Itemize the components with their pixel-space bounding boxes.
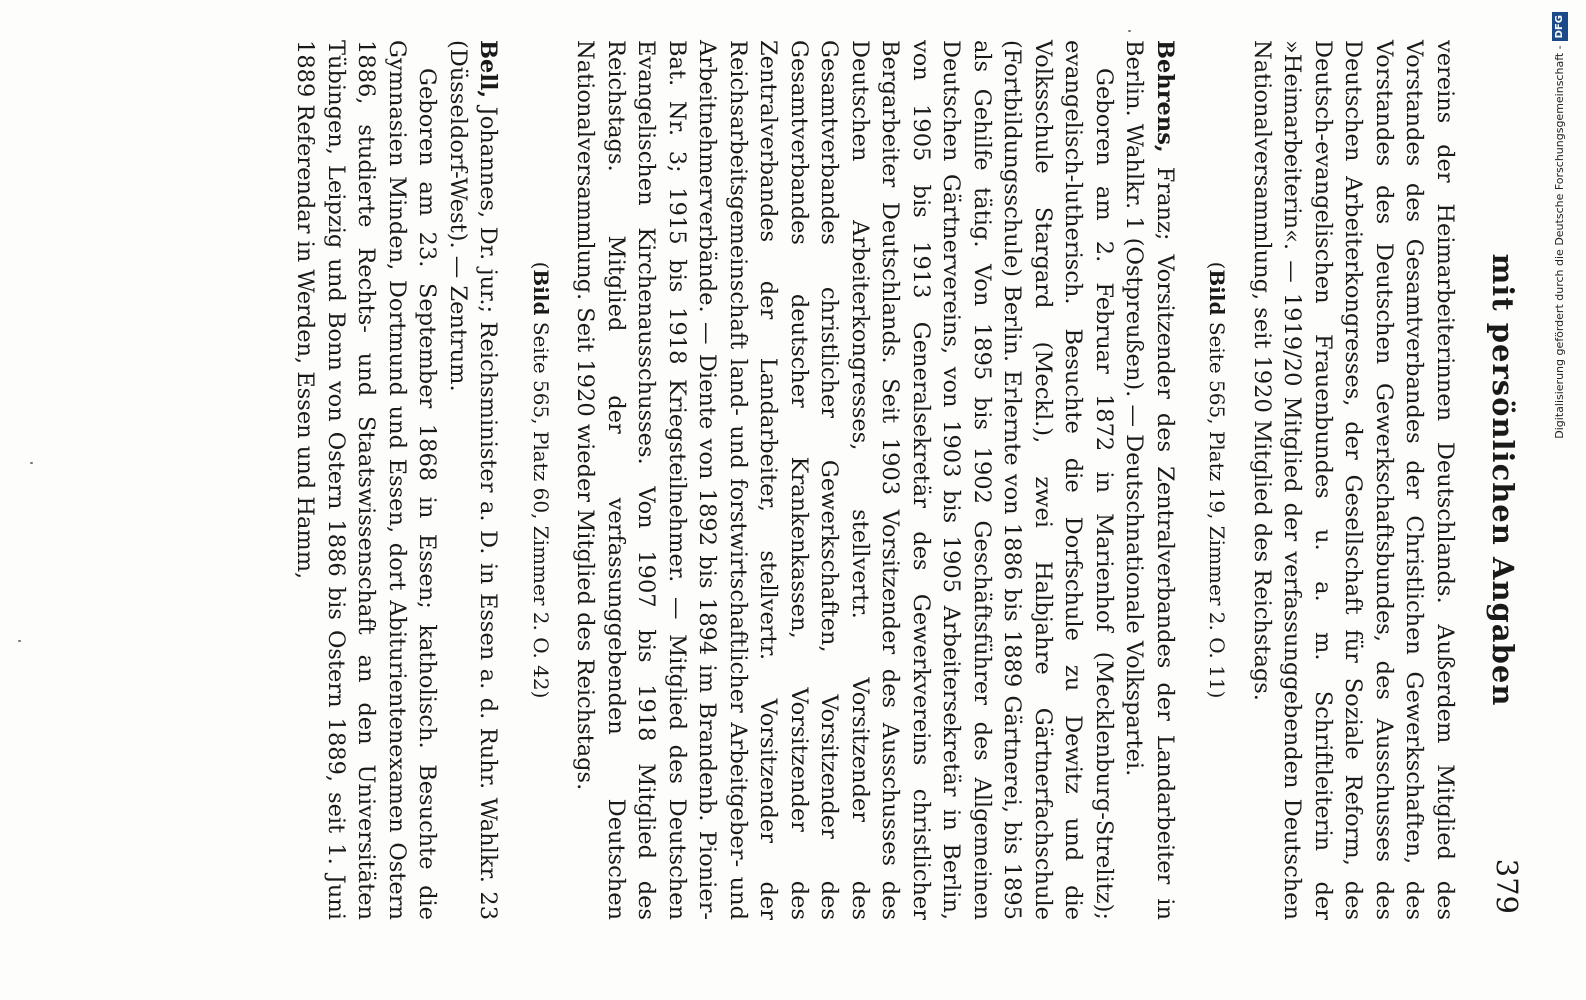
page-header bbox=[1460, 40, 1530, 920]
biography-entry bbox=[290, 40, 504, 920]
entry-biography: Geboren am 2. Februar 1872 in Marienhof (Mecklenburg-Strelitz); evangelisch-lutherisch. Besuchte die Dorfschule zu Dewitz und die Volksschule Stargard (Meckl.), zwei Halbjahre Gärtnerfachschule (Fortbildungsschule) Berlin. Erlernte von 1886 bis 1889 Gärtnerei, bis 1895 als Gehilfe tätig. Von 1895 bis 1902 Geschäftsführer des Allgemeinen Deutschen Gärtnervereins, von 1903 bis 1905 Arbeitersekretär in Berlin, von 1905 bis 1913 Generalsekretär des Gewerkvereins christlicher Bergarbeiter Deutschlands. Seit 1903 Vorsitzender des Ausschusses des Deutschen Arbeiterkongresses, stellvertr. Vorsitzender des Gesamtverbandes christlicher Gewerkschaften, Vorsitzender des Gesamtverbandes deutscher Krankenkassen, Vorsitzender des Zentralverbandes der Landarbeiter, stellvertr. Vorsitzender der Reichsarbeitsgemeinschaft land- und forstwirtschaftlicher Arbeitgeber- und Arbeitnehmerverbände. — Diente von 1892 bis 1894 im Brandenb. Pionier-Bat. Nr. 3; 1915 bis 1918 Kriegsteilnehmer. — Mitglied des Deutschen Evangelischen Kirchenausschusses. Von 1907 bis 1918 Mitglied des Reichstags. Mitglied der verfassunggebenden Deutschen Nationalversammlung. Seit 1920 wieder Mitglied des Reichstags. bbox=[572, 40, 1117, 920]
caption-reference: Seite 565, Platz 19, Zimmer 2. O. 11 bbox=[1205, 321, 1230, 691]
page-number: 379 bbox=[1490, 858, 1524, 914]
digitization-stamp bbox=[1549, 12, 1571, 992]
entry-intro bbox=[443, 40, 504, 920]
digitization-note: Digitalisierung gefördert durch die Deutsche Forschungsgemeinschaft - bbox=[1553, 45, 1566, 439]
rotated-page-content bbox=[90, 40, 1530, 920]
biography-entry bbox=[570, 40, 1180, 920]
caption-bild-label: Bild bbox=[1205, 269, 1230, 316]
entry-name: Behrens, bbox=[1152, 40, 1178, 153]
dfg-logo: DFG bbox=[1552, 12, 1568, 41]
entry-intro-text: Johannes, Dr. jur.; Reichsminister a. D. in Essen a. d. Ruhr. Wahlkr. 23 (Düsseldorf-West). — Zentrum. bbox=[445, 40, 502, 921]
running-title: mit persönlichen Angaben bbox=[1486, 253, 1520, 707]
caption-bild-label: Bild bbox=[529, 269, 553, 316]
continued-biography: vereins der Heimarbeiterinnen Deutschlands. Außerdem Mitglied des Vorstandes des Gesamtverbandes der Christlichen Gewerkschaften, des Vorstandes des Deutschen Gewerkschaftsbundes, des Ausschusses des Deutschen Arbeiterkongresses, der Gesellschaft für Soziale Reform, des Deutsch-evangelischen Frauenbundes u. a. m. Schriftleiterin der »Heimarbeiterin«. — 1919/20 Mitglied der verfassunggebenden Deutschen Nationalversammlung, seit 1920 Mitglied des Reichstags. bbox=[1249, 40, 1458, 920]
continued-entry bbox=[1247, 40, 1461, 920]
entry-biography: Geboren am 23. September 1868 in Essen; katholisch. Besuchte die Gymnasien Minden, Dortmund und Essen, dort Abiturientenexamen Ostern 1886, studierte Rechts- und Staatswissenschaft an den Universitäten Tübingen, Leipzig und Bonn von Ostern 1886 bis Ostern 1889, seit 1. Juni 1889 Referendar in Werden, Essen und Hamm, bbox=[292, 40, 441, 920]
image-reference-caption: (Bild Seite 565, Platz 19, Zimmer 2. O. 11) bbox=[1205, 261, 1230, 699]
image-reference-caption: (Bild Seite 565, Platz 60, Zimmer 2. O. 42) bbox=[529, 261, 553, 699]
scan-speck bbox=[18, 640, 21, 642]
entry-intro bbox=[1119, 40, 1180, 920]
entry-name: Bell, bbox=[475, 40, 502, 99]
scan-speck bbox=[30, 462, 33, 464]
entry-intro-text: Franz; Vorsitzender des Zentralverbandes der Landarbeiter in Berlin. Wahlkr. 1 (Ostpreußen). — Deutschnationale Volkspartei. bbox=[1121, 40, 1178, 920]
scan-speck bbox=[1128, 30, 1131, 32]
caption-reference: Seite 565, Platz 60, Zimmer 2. O. 42 bbox=[529, 321, 553, 691]
page-body bbox=[276, 40, 1460, 920]
